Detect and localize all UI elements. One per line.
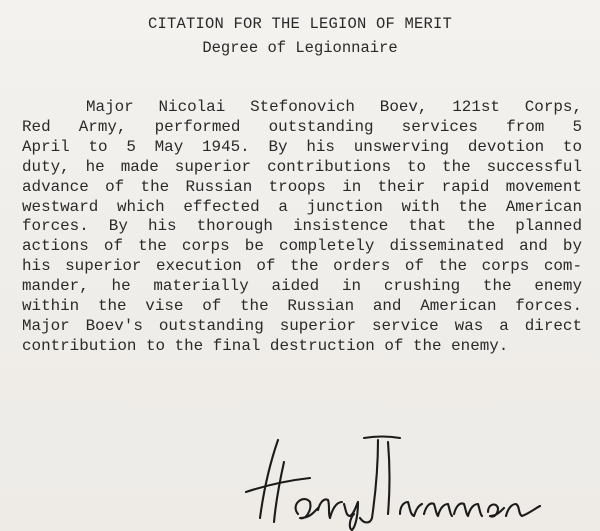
handwritten-signature xyxy=(240,418,570,531)
document-title: CITATION FOR THE LEGION OF MERIT xyxy=(147,15,453,33)
paragraph-line: advance of the Russian troops in their rapid movement xyxy=(22,177,582,196)
paragraph-line: westward which effected a junction with the American xyxy=(22,197,582,216)
paragraph-line: April to 5 May 1945. By his unswerving devotion to xyxy=(22,137,582,156)
paragraph-line: within the vise of the Russian and American forces. xyxy=(22,297,582,316)
paragraph-line: actions of the corps be completely disseminated and by xyxy=(22,237,582,256)
paragraph-line: his superior execution of the orders of the corps com- xyxy=(22,257,582,276)
document-subtitle: Degree of Legionnaire xyxy=(202,39,398,57)
paragraph-line: Red Army, performed outstanding services from 5 xyxy=(22,117,582,136)
paragraph-line: Major Boev's outstanding superior service was a direct xyxy=(22,316,582,335)
paragraph-line: forces. By his thorough insistence that the planned xyxy=(22,217,582,236)
paragraph-line: contribution to the final destruction of the enemy. xyxy=(22,336,509,355)
paragraph-line: duty, he made superior contributions to the successful xyxy=(22,157,582,176)
citation-paragraph xyxy=(22,98,582,357)
paragraph-line: mander, he materially aided in crushing the enemy xyxy=(22,277,582,296)
paragraph-line: Major Nicolai Stefonovich Boev, 121st Corps, xyxy=(86,98,582,116)
